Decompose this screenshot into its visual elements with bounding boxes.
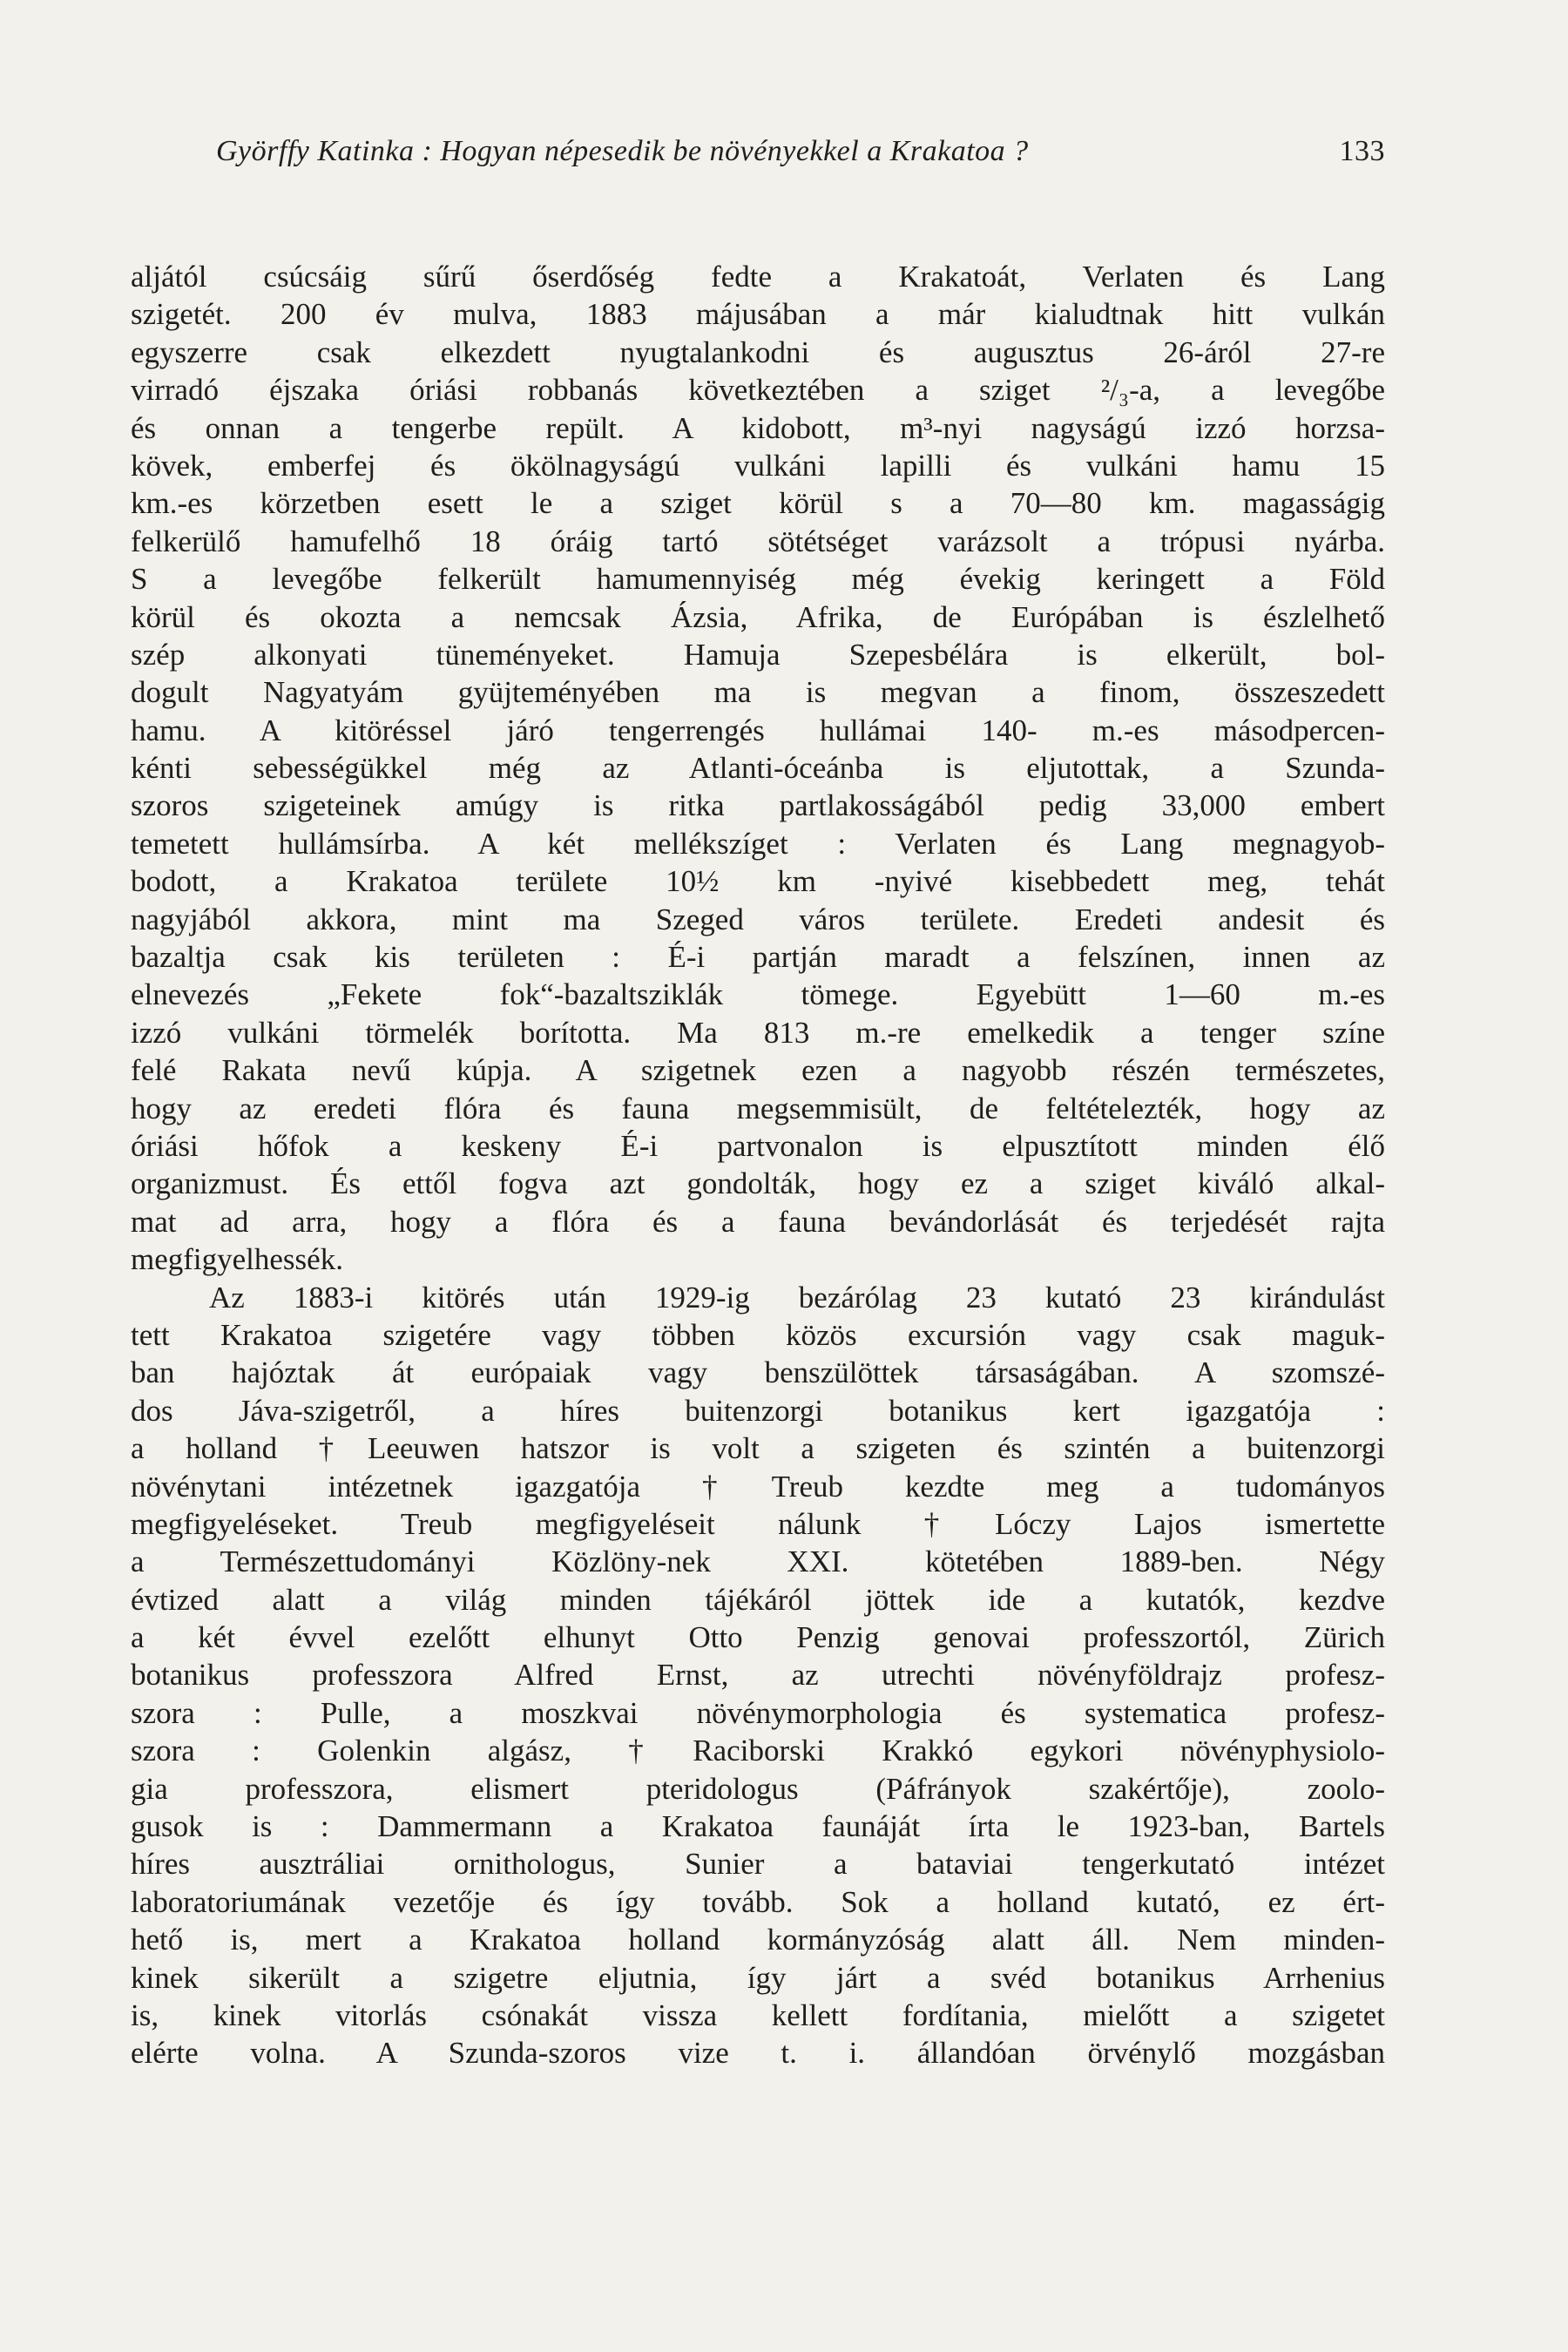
text-line: kénti sebességükkel még az Atlanti-óceánba is eljutottak, a Szunda- — [131, 751, 1385, 786]
text-line: körül és okozta a nemcsak Ázsia, Afrika, de Európában is észlelhető — [131, 599, 1385, 634]
text-line: és onnan a tengerbe repült. A kidobott, m³-nyi nagyságú izzó horzsa- — [131, 410, 1385, 445]
text-line: szép alkonyati tüneményeket. Hamuja Szepesbélára is elkerült, bol- — [131, 637, 1385, 672]
text-line: elérte volna. A Szunda-szoros vize t. i. állandóan örvénylő mozgásban — [131, 2036, 1385, 2071]
text-line: gia professzora, elismert pteridologus (Páfrányok szakértője), zoolo- — [131, 1771, 1385, 1806]
text-line: km.-es körzetben esett le a sziget körül s a 70—80 km. magasságig — [131, 486, 1385, 521]
text-line: egyszerre csak elkezdett nyugtalankodni és augusztus 26-áról 27-re — [131, 335, 1385, 369]
text-line: felé Rakata nevű kúpja. A szigetnek ezen a nagyobb részén természetes, — [131, 1053, 1385, 1088]
text-line: temetett hullámsírba. A két mellékszíget : Verlaten és Lang megnagyob- — [131, 826, 1385, 861]
text-line: laboratoriumának vezetője és így tovább. Sok a holland kutató, ez ért- — [131, 1884, 1385, 1919]
text-line: a holland †Leeuwen hatszor is volt a szigeten és szintén a buitenzorgi — [131, 1431, 1385, 1466]
text-line: ban hajóztak át európaiak vagy benszülöttek társaságában. A szomszé- — [131, 1355, 1385, 1390]
text-line: botanikus professzora Alfred Ernst, az utrechti növényföldrajz profesz- — [131, 1658, 1385, 1693]
text-line: kinek sikerült a szigetre eljutnia, így járt a svéd botanikus Arrhenius — [131, 1960, 1385, 1995]
text-line: bodott, a Krakatoa területe 10½ km -nyivé kisebbedett meg, tehát — [131, 864, 1385, 899]
text-line: mat ad arra, hogy a flóra és a fauna bevándorlását és terjedését rajta — [131, 1204, 1385, 1239]
text-line: óriási hőfok a keskeny É-i partvonalon is elpusztított minden élő — [131, 1128, 1385, 1163]
text-line: szora : Golenkin algász, †Raciborski Krakkó egykori növényphysiolo- — [131, 1734, 1385, 1768]
text-line: elnevezés „Fekete fok“-bazaltsziklák tömege. Egyebütt 1—60 m.-es — [131, 977, 1385, 1012]
text-line: aljától csúcsáig sűrű őserdőség fedte a Krakatoát, Verlaten és Lang — [131, 260, 1385, 294]
text-line: izzó vulkáni törmelék borította. Ma 813 m.-re emelkedik a tenger színe — [131, 1015, 1385, 1050]
text-line: dogult Nagyatyám gyüjteményében ma is megvan a finom, összeszedett — [131, 675, 1385, 710]
text-line: megfigyeléseket. Treub megfigyeléseit nálunk †Lóczy Lajos ismertette — [131, 1506, 1385, 1541]
text-line: híres ausztráliai ornithologus, Sunier a bataviai tengerkutató intézet — [131, 1847, 1385, 1882]
text-line: hamu. A kitöréssel járó tengerrengés hullámai 140- m.-es másodpercen- — [131, 713, 1385, 747]
text-line: dos Jáva-szigetről, a híres buitenzorgi botanikus kert igazgatója : — [131, 1393, 1385, 1428]
text-line: tett Krakatoa szigetére vagy többen közös excursión vagy csak maguk- — [131, 1317, 1385, 1352]
text-line: szigetét. 200 év mulva, 1883 májusában a már kialudtnak hitt vulkán — [131, 297, 1385, 332]
text-line: gusok is : Dammermann a Krakatoa faunáját írta le 1923-ban, Bartels — [131, 1809, 1385, 1844]
text-line: a két évvel ezelőtt elhunyt Otto Penzig genovai professzortól, Zürich — [131, 1620, 1385, 1655]
text-line: Az 1883-i kitörés után 1929-ig bezárólag 23 kutató 23 kirándulást — [209, 1280, 1385, 1315]
text-line: is, kinek vitorlás csónakát vissza kellett fordítania, mielőtt a szigetet — [131, 1997, 1385, 2032]
text-line: hető is, mert a Krakatoa holland kormányzóság alatt áll. Nem minden- — [131, 1923, 1385, 1957]
text-line: S a levegőbe felkerült hamumennyiség még évekig keringett a Föld — [131, 562, 1385, 597]
text-line: nagyjából akkora, mint ma Szeged város területe. Eredeti andesit és — [131, 902, 1385, 936]
text-line: megfigyelhessék. — [131, 1242, 343, 1277]
page-number: 133 — [1339, 135, 1385, 167]
text-line: kövek, emberfej és ökölnagyságú vulkáni lapilli és vulkáni hamu 15 — [131, 448, 1385, 483]
running-head — [166, 135, 1385, 179]
text-line: organizmust. És ettől fogva azt gondolták, hogy ez a sziget kiváló alkal- — [131, 1166, 1385, 1201]
running-title: Györffy Katinka : Hogyan népesedik be növényekkel a Krakatoa ? — [216, 135, 1029, 167]
text-line: növénytani intézetnek igazgatója †Treub kezdte meg a tudományos — [131, 1469, 1385, 1504]
body-text — [131, 258, 1385, 2072]
text-line: szoros szigeteinek amúgy is ritka partlakosságából pedig 33,000 embert — [131, 788, 1385, 823]
text-line: hogy az eredeti flóra és fauna megsemmisült, de feltételezték, hogy az — [131, 1091, 1385, 1125]
text-line: a Természettudományi Közlöny-nek XXI. kötetében 1889-ben. Négy — [131, 1544, 1385, 1579]
text-line: virradó éjszaka óriási robbanás következtében a sziget ²/₃-a, a levegőbe — [131, 373, 1385, 408]
text-line: bazaltja csak kis területen : É-i partján maradt a felszínen, innen az — [131, 940, 1385, 975]
text-line: évtized alatt a világ minden tájékáról jöttek ide a kutatók, kezdve — [131, 1582, 1385, 1617]
text-line: szora : Pulle, a moszkvai növénymorphologia és systematica profesz- — [131, 1695, 1385, 1730]
text-line: felkerülő hamufelhő 18 óráig tartó sötétséget varázsolt a trópusi nyárba. — [131, 524, 1385, 558]
